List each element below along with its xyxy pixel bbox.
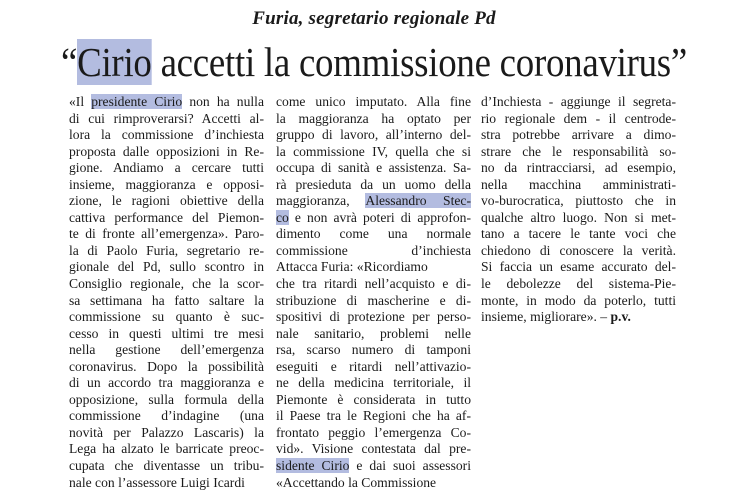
article-line	[69, 144, 264, 161]
article-line	[69, 326, 264, 343]
article-line	[69, 475, 264, 491]
line-text: che tra ritardi nell’acquisto e di-	[276, 276, 471, 292]
line-text: te di fronte all’emergenza». Paro-	[69, 226, 264, 242]
line-text: ne della medicina territoriale, il	[276, 375, 471, 391]
article-line	[69, 359, 264, 376]
article-line	[276, 111, 471, 128]
article-line	[69, 425, 264, 442]
article-line	[276, 177, 471, 194]
article-line	[69, 177, 264, 194]
article-line	[69, 342, 264, 359]
line-text: commissione d’inchiesta	[276, 242, 471, 258]
article-line	[481, 94, 676, 111]
article-line	[481, 111, 676, 128]
line-text: vo-burocratica, piuttosto che in	[481, 193, 676, 209]
article-column-2	[276, 94, 471, 491]
article-line	[276, 475, 471, 491]
line-text: di cui rimproverarsi? Accetti al-	[69, 110, 264, 126]
article-line	[276, 144, 471, 161]
line-text: monte, in modo da poterlo, tutti	[481, 292, 676, 308]
line-text: rio regionale dem - il centrode-	[481, 110, 676, 126]
headline-highlight: Cirio	[77, 39, 152, 85]
article-line	[69, 375, 264, 392]
article-line	[276, 408, 471, 425]
article-line	[276, 342, 471, 359]
line-text: commissione d’indagine (una	[69, 408, 264, 424]
author-signature: p.v.	[610, 309, 631, 325]
line-text: Attacca Furia: «Ricordiamo	[276, 259, 428, 275]
line-text: vid». Visione contestata dal pre-	[276, 441, 471, 457]
line-text: come unico imputato. Alla fine	[276, 94, 471, 109]
article-line	[69, 276, 264, 293]
line-text: rà presieduta da un uomo della	[276, 176, 471, 192]
article-line	[69, 293, 264, 310]
line-text: spositivi di protezione per perso-	[276, 309, 471, 325]
line-text: chiedono di conoscere la verità.	[481, 242, 676, 258]
headline-quote-open: “	[60, 39, 78, 85]
article-line	[481, 243, 676, 260]
article-line	[69, 111, 264, 128]
article-line	[481, 210, 676, 227]
highlighted-name: presidente Cirio	[91, 94, 183, 109]
line-text: «Accettando la Commissione	[276, 474, 437, 490]
line-text: strare che le responsabilità so-	[481, 143, 676, 159]
highlighted-name: co	[276, 209, 289, 225]
line-text: rsa, scarso numero di tamponi	[276, 342, 471, 358]
article-line	[276, 326, 471, 343]
line-text: cattiva performance del Piemon-	[69, 209, 264, 225]
line-text: no da rintracciarsi, ad esempio,	[481, 160, 676, 176]
article-line	[276, 375, 471, 392]
article-line	[276, 458, 471, 475]
line-text: il Paese tra le Regioni che ha af-	[276, 408, 471, 424]
article-line	[276, 193, 471, 210]
headline	[37, 40, 710, 84]
article-line	[69, 94, 264, 111]
article-line	[69, 160, 264, 177]
line-text: di un accordo tra maggioranza e	[69, 375, 264, 391]
article-line	[69, 127, 264, 144]
article-line	[69, 441, 264, 458]
line-text: nella gestione dell’emergenza	[69, 342, 264, 358]
line-text: la di Paolo Furia, segretario re-	[69, 242, 264, 258]
line-text: stra potrebbe arrivare a dimo-	[481, 127, 676, 143]
article-line	[69, 243, 264, 260]
article-line	[69, 392, 264, 409]
article-line	[69, 193, 264, 210]
headline-rest: accetti la commissione coronavirus”	[151, 39, 688, 85]
article-line	[69, 259, 264, 276]
article-line	[276, 359, 471, 376]
article-line	[276, 293, 471, 310]
article-line	[481, 259, 676, 276]
article-line	[69, 309, 264, 326]
article-line	[276, 276, 471, 293]
line-text: gruppo di lavoro, all’interno del-	[276, 127, 471, 143]
article-line	[69, 210, 264, 227]
line-text: novità per Palazzo Lascaris) la	[69, 424, 264, 440]
line-text: Lega ha alzato le barricate preoc-	[69, 441, 264, 457]
line-text: Piemonte è considerata in tutto	[276, 391, 471, 407]
line-text: insieme, maggioranza e opposi-	[69, 176, 264, 192]
line-text: nale con l’assessore Luigi Icardi	[69, 474, 245, 490]
line-text: opposizione, sulla formula della	[69, 391, 264, 407]
line-text: lora la commissione d’inchiesta	[69, 127, 264, 143]
article-line	[276, 309, 471, 326]
line-text: occupa di sanità e assistenza. Sa-	[276, 160, 471, 176]
line-text: maggioranza,	[276, 193, 366, 209]
kicker: Furia, segretario regionale Pd	[252, 8, 496, 29]
article-line	[276, 160, 471, 177]
line-text: gione. Andiamo a cercare tutti	[69, 160, 264, 176]
article-line	[276, 210, 471, 227]
line-text: «Il	[69, 94, 92, 109]
article-line	[481, 226, 676, 243]
line-text: Si faccia un esame accurato del-	[481, 259, 676, 275]
line-text: coronavirus. Dopo la possibilità	[69, 358, 264, 374]
article-line	[481, 177, 676, 194]
article-line	[276, 94, 471, 111]
article-column-3	[481, 94, 676, 326]
line-text: nale sanitario, problemi nelle	[276, 325, 471, 341]
line-text: la commissione IV, quella che si	[276, 143, 471, 159]
highlighted-name: Alessandro Stec-	[365, 193, 471, 209]
line-text: la maggioranza ha optato per	[276, 110, 471, 126]
line-text: eseguiti e ritardi nell’attivazio-	[276, 358, 471, 374]
line-text: cesso in questi ultimi tre mesi	[69, 325, 264, 341]
line-text: dimento come una normale	[276, 226, 471, 242]
line-text: cupata che diventasse un tribu-	[69, 458, 264, 474]
line-text: e non avrà poteri di approfon-	[288, 209, 471, 225]
line-text: e dai suoi assessori	[349, 458, 471, 474]
article-line	[481, 127, 676, 144]
article-line	[276, 259, 471, 276]
line-text: le debolezze del sistema-Pie-	[481, 276, 676, 292]
article-line	[276, 425, 471, 442]
article-line	[276, 441, 471, 458]
line-text: non ha nulla	[182, 94, 264, 109]
article-line	[69, 408, 264, 425]
article-line	[276, 226, 471, 243]
article-line	[481, 160, 676, 177]
line-text: stribuzione di mascherine e di-	[276, 292, 471, 308]
article-line	[481, 309, 676, 326]
article-line	[69, 226, 264, 243]
article-line	[276, 392, 471, 409]
line-text: frontato peggio l’emergenza Co-	[276, 424, 471, 440]
line-text: insieme, migliorare». –	[481, 309, 611, 325]
line-text: tano a tacere le tante voci che	[481, 226, 676, 242]
article-column-1	[69, 94, 264, 491]
article-line	[481, 293, 676, 310]
line-text: qualche altro luogo. Non si met-	[481, 209, 676, 225]
line-text: Consiglio regionale, che la scor-	[69, 276, 264, 292]
line-text: proposta dalle opposizioni in Re-	[69, 143, 264, 159]
line-text: d’Inchiesta - aggiunge il segreta-	[481, 94, 676, 109]
line-text: sa settimana ha fatto saltare la	[69, 292, 264, 308]
line-text: gionale del Pd, sullo scontro in	[69, 259, 264, 275]
article-line	[481, 193, 676, 210]
article-line	[481, 276, 676, 293]
line-text: nella macchina amministrati-	[481, 176, 676, 192]
line-text: zione, le ragioni obiettive della	[69, 193, 264, 209]
article-line	[69, 458, 264, 475]
article-line	[276, 127, 471, 144]
highlighted-name: sidente Cirio	[276, 458, 350, 474]
article-line	[276, 243, 471, 260]
line-text: commissione su quanto è suc-	[69, 309, 264, 325]
article-line	[481, 144, 676, 161]
